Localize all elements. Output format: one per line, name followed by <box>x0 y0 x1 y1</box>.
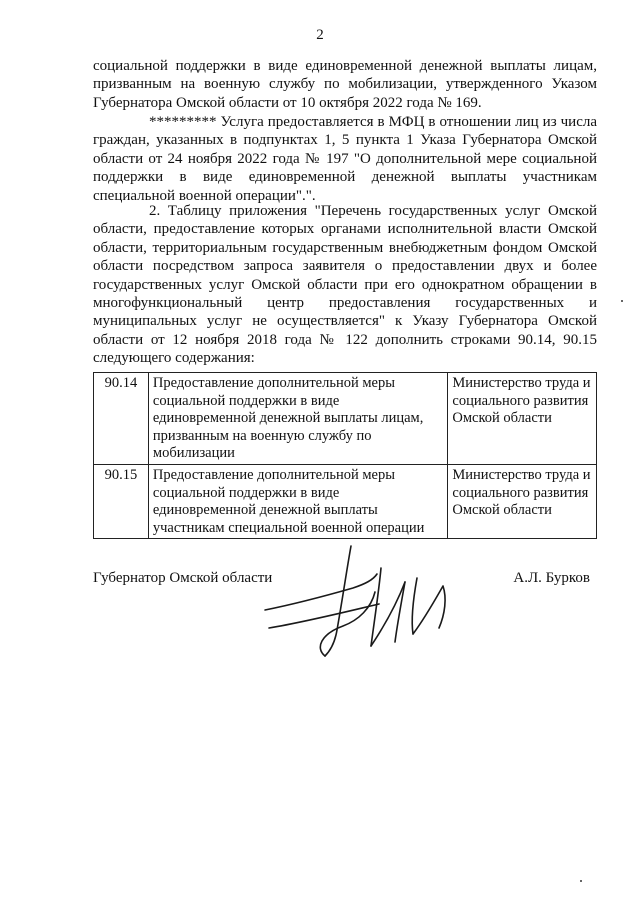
signatory-title: Губернатор Омской области <box>93 570 273 586</box>
handwritten-signature <box>255 538 465 668</box>
paragraph-continuation <box>93 57 597 112</box>
row-number-cell: 90.15 <box>94 464 149 538</box>
authority-cell: Министерство труда и социального развития Омской области <box>448 373 597 465</box>
scan-artifact <box>621 300 623 302</box>
table-row <box>94 373 597 465</box>
row-number-cell: 90.14 <box>94 373 149 465</box>
authority-cell: Министерство труда и социального развития Омской области <box>448 464 597 538</box>
paragraph-2-text: ********* Услуга предоставляется в МФЦ в отношении лиц из числа граждан, указанных в подпунктах 1, 5 пункта 1 Указа Губернатора Омской области от 24 ноября 2022 года № 197 "О дополнительной мере социальной поддержки в виде единовременной денежной выплаты участникам специальной военной операции".". <box>93 114 597 204</box>
service-cell: Предоставление дополнительной меры социальной поддержки в виде единовременной денежной выплаты лицам, призванным на военную службу по мобилизации <box>148 373 448 465</box>
service-cell: Предоставление дополнительной меры социальной поддержки в виде единовременной денежной выплаты участникам специальной военной операции <box>148 464 448 538</box>
paragraph-1-text: социальной поддержки в виде единовременной денежной выплаты лицам, призванным на военную службу по мобилизации, утвержденного Указом Губернатора Омской области от 10 октября 2022 года № 169. <box>93 58 597 111</box>
page-number: 2 <box>316 27 324 43</box>
signatory-name: А.Л. Бурков <box>513 570 590 586</box>
scan-artifact <box>580 880 582 882</box>
footnote-paragraph <box>93 113 597 205</box>
paragraph-3-text: 2. Таблицу приложения "Перечень государственных услуг Омской области, предоставление которых органами исполнительной власти Омской области, территориальным государственным внебюджетным фондом Омской области посредством запроса заявителя о предоставлении двух и более государственных услуг Омской области при его однократном обращении в многофункциональный центр предоставления государственных и муниципальных услуг не осуществляется" к Указу Губернатора Омской области от 12 ноября 2018 года № 122 дополнить строками 90.14, 90.15 следующего содержания: <box>93 203 597 367</box>
amendment-paragraph <box>93 202 597 368</box>
services-table <box>93 372 597 539</box>
table-row <box>94 464 597 538</box>
